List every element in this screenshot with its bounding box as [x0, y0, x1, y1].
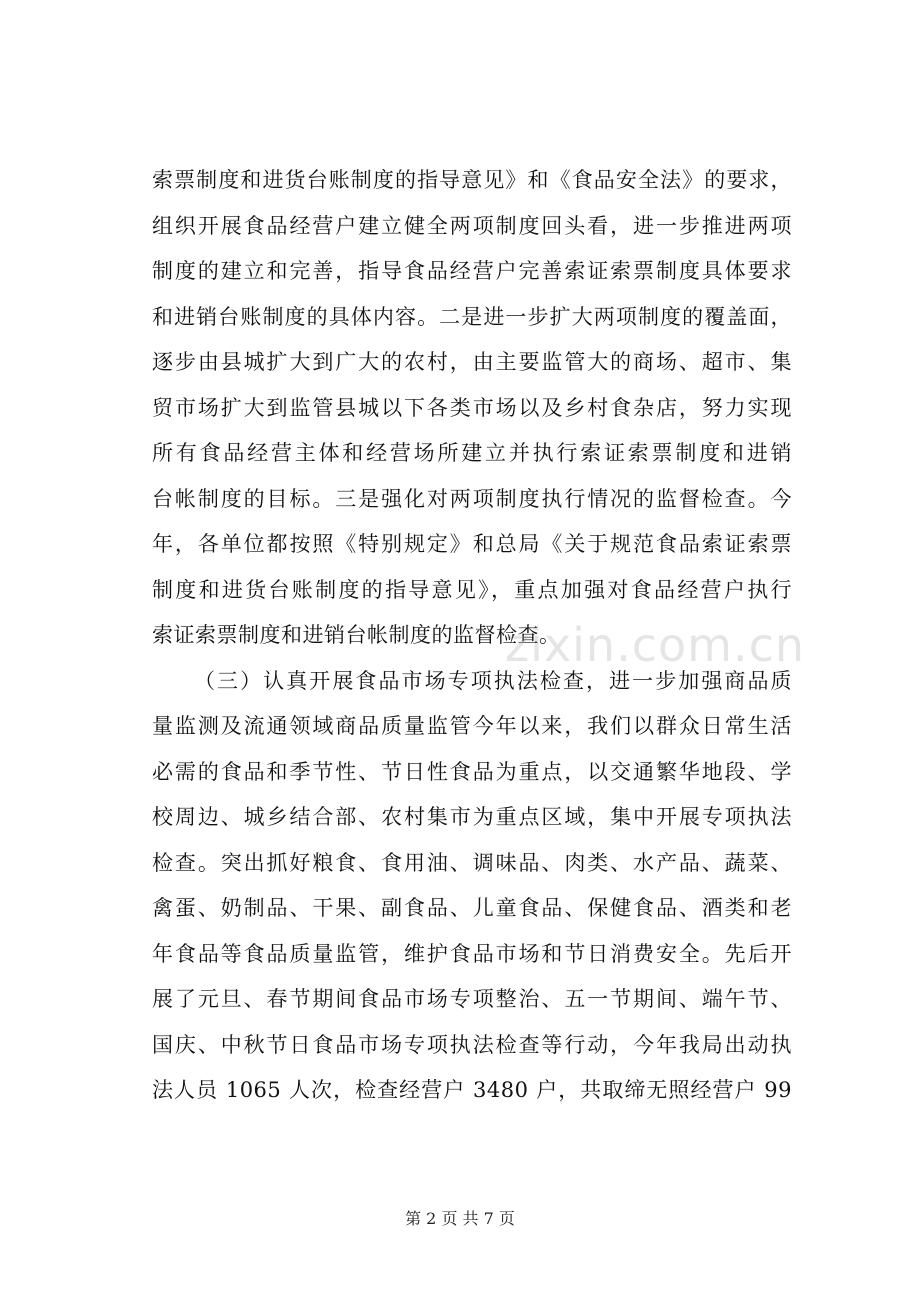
paragraph-1 [152, 158, 792, 659]
paragraph-line: 和进销台账制度的具体内容。二是进一步扩大两项制度的覆盖面， [152, 304, 792, 329]
paragraph-line: 年食品等食品质量监管，维护食品市场和节日消费安全。先后开 [152, 941, 792, 966]
paragraph-line: 国庆、中秋节日食品市场专项执法检查等行动，今年我局出动执 [152, 1032, 792, 1057]
paragraph-line: 禽蛋、奶制品、干果、副食品、儿童食品、保健食品、酒类和老 [152, 896, 792, 920]
paragraph-line: 年，各单位都按照《特别规定》和总局《关于规范食品索证索票 [152, 532, 792, 556]
paragraph-line: 制度和进货台账制度的指导意见》，重点加强对食品经营户执行 [152, 577, 792, 602]
paragraph-line: 量监测及流通领域商品质量监管今年以来，我们以群众日常生活 [152, 714, 792, 738]
paragraph-line: 制度的建立和完善，指导食品经营户完善索证索票制度具体要求 [152, 259, 792, 283]
watermark: zixin.com.cn [505, 618, 806, 672]
paragraph-line: 法人员 1065 人次，检查经营户 3480 户，共取缔无照经营户 99 [152, 1078, 792, 1102]
paragraph-line: 所有食品经营主体和经营场所建立并执行索证索票制度和进销 [152, 441, 792, 465]
paragraph-line: 贸市场扩大到监管县城以下各类市场以及乡村食杂店，努力实现 [152, 395, 792, 420]
paragraph-line: 索票制度和进货台账制度的指导意见》和《食品安全法》的要求， [152, 168, 792, 192]
paragraph-line: 索证索票制度和进销台帐制度的监督检查。 [152, 623, 561, 647]
paragraph-line: 展了元旦、春节期间食品市场专项整治、五一节期间、端午节、 [152, 987, 792, 1011]
paragraph-line: 逐步由县城扩大到广大的农村，由主要监管大的商场、超市、集 [152, 350, 792, 374]
paragraph-line: 检查。突出抓好粮食、食用油、调味品、肉类、水产品、蔬菜、 [152, 850, 792, 875]
paragraph-line: 组织开展食品经营户建立健全两项制度回头看，进一步推进两项 [152, 213, 792, 238]
paragraph-2 [152, 659, 792, 1114]
paragraph-line: 台帐制度的目标。三是强化对两项制度执行情况的监督检查。今 [152, 486, 792, 511]
page-number-footer: 第 2 页 共 7 页 [405, 1209, 515, 1228]
paragraph-line: 校周边、城乡结合部、农村集市为重点区域，集中开展专项执法 [152, 805, 792, 829]
paragraph-line: 必需的食品和季节性、节日性食品为重点，以交通繁华地段、学 [152, 759, 792, 784]
paragraph-line: （三）认真开展食品市场专项执法检查，进一步加强商品质 [194, 668, 792, 693]
